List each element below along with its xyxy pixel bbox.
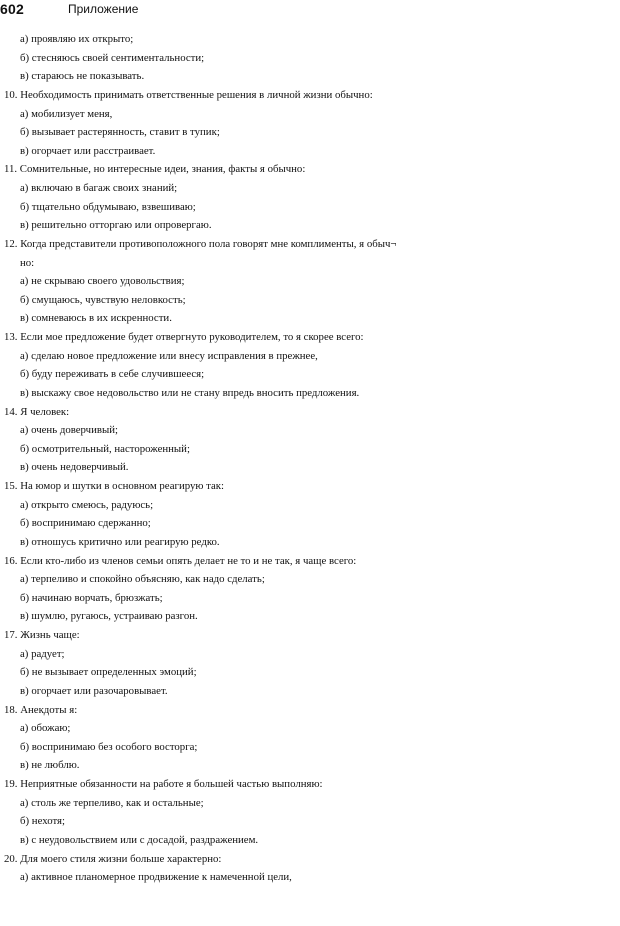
running-head: Приложение xyxy=(68,2,139,16)
answer-line: а) включаю в багаж своих знаний; xyxy=(20,182,178,194)
question-line: 15. На юмор и шутки в основном реагирую так: xyxy=(4,480,225,492)
question-line: 12. Когда представители противоположного пола говорят мне комплименты, я обыч¬ xyxy=(4,237,397,250)
answer-line: в) решительно отторгаю или опровергаю. xyxy=(20,219,212,232)
answer-line: б) начинаю ворчать, брюзжать; xyxy=(20,591,163,604)
answer-line: б) вызывает растерянность, ставит в тупик; xyxy=(20,126,220,139)
answer-line: б) тщательно обдумываю, взвешиваю; xyxy=(20,200,196,213)
answer-line: б) смущаюсь, чувствую неловкость; xyxy=(20,293,186,306)
answer-line: но: xyxy=(20,256,35,269)
answer-line: а) мобилизует меня, xyxy=(20,107,113,120)
answer-line: б) стесняюсь своей сентиментальности; xyxy=(20,51,205,64)
answer-line: в) стараюсь не показывать. xyxy=(20,70,145,83)
answer-line: б) воспринимаю без особого восторга; xyxy=(20,740,198,753)
answer-line: в) огорчает или разочаровывает. xyxy=(20,684,168,697)
answer-line: б) воспринимаю сдержанно; xyxy=(20,517,151,530)
answer-line: в) сомневаюсь в их искренности. xyxy=(20,312,172,325)
answer-line: в) шумлю, ругаюсь, устраиваю разгон. xyxy=(20,610,198,623)
answer-line: в) выскажу свое недовольство или не стану впредь вносить предложения. xyxy=(20,386,360,399)
answer-line: а) столь же терпеливо, как и остальные; xyxy=(20,796,204,809)
answer-line: б) не вызывает определенных эмоций; xyxy=(20,666,197,679)
answer-line: б) осмотрительный, настороженный; xyxy=(20,442,190,455)
answer-line: а) проявляю их открыто; xyxy=(20,33,134,45)
answer-line: б) буду переживать в себе случившееся; xyxy=(20,368,205,381)
answer-line: в) с неудовольствием или с досадой, раздражением. xyxy=(20,833,259,846)
answer-line: а) терпеливо и спокойно объясняю, как надо сделать; xyxy=(20,573,265,586)
question-line: 19. Неприятные обязанности на работе я большей частью выполняю: xyxy=(4,778,323,790)
answer-line: в) очень недоверчивый. xyxy=(20,461,129,474)
answer-line: а) радует; xyxy=(20,647,65,660)
answer-line: в) не люблю. xyxy=(20,759,80,772)
question-line: 17. Жизнь чаще: xyxy=(4,629,80,641)
question-line: 10. Необходимость принимать ответственные решения в личной жизни обычно: xyxy=(4,88,373,101)
answer-line: в) огорчает или расстраивает. xyxy=(20,144,156,157)
answer-line: а) активное планомерное продвижение к намеченной цели, xyxy=(20,871,292,884)
question-line: 20. Для моего стиля жизни больше характерно: xyxy=(4,852,222,865)
answer-line: а) сделаю новое предложение или внесу исправления в прежнее, xyxy=(20,349,318,362)
answer-line: б) нехотя; xyxy=(20,815,66,828)
answer-line: а) очень доверчивый; xyxy=(20,424,119,437)
question-line: 16. Если кто-либо из членов семьи опять делает не то и не так, я чаще всего: xyxy=(4,554,357,567)
question-line: 11. Сомнительные, но интересные идеи, знания, факты я обычно: xyxy=(4,163,306,176)
question-line: 14. Я человек: xyxy=(4,405,70,418)
answer-line: а) открыто смеюсь, радуюсь; xyxy=(20,498,154,511)
question-line: 13. Если мое предложение будет отвергнуто руководителем, то я скорее всего: xyxy=(4,331,364,343)
answer-line: в) отношусь критично или реагирую редко. xyxy=(20,535,220,548)
answer-line: а) не скрываю своего удовольствия; xyxy=(20,275,185,288)
questionnaire-text xyxy=(0,30,610,887)
question-line: 18. Анекдоты я: xyxy=(4,703,78,716)
answer-line: а) обожаю; xyxy=(20,722,71,735)
page-number: 602 xyxy=(0,1,24,17)
